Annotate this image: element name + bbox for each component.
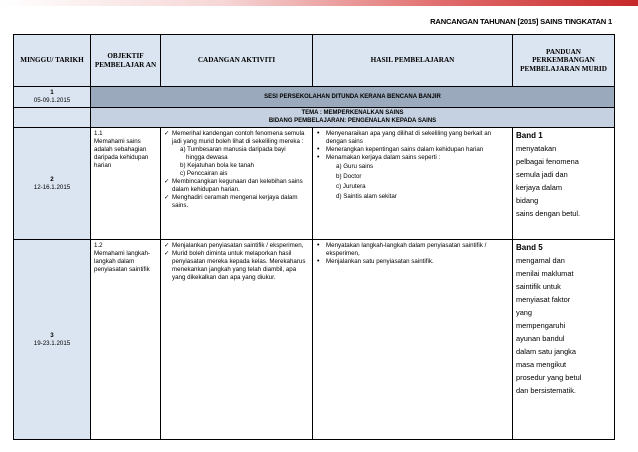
sub-item: a) Guru sains bbox=[336, 163, 374, 170]
band-line: menyiasat faktor bbox=[516, 295, 571, 304]
table-row bbox=[14, 240, 615, 440]
objective-code: 1.2 bbox=[94, 242, 103, 249]
week-number: 1 bbox=[50, 89, 54, 96]
week-cell-blank bbox=[14, 108, 91, 128]
outcome-cell bbox=[313, 128, 513, 240]
list-item: • Menerangkan kepentingan sains dalam kehidupan harian bbox=[316, 146, 509, 154]
learning-area: BIDANG PEMBELAJARAN: PENGENALAN KEPADA SAINS bbox=[268, 117, 437, 124]
list-item: • Menjalankan satu penyiasatan saintifik. bbox=[316, 258, 509, 266]
objective-cell bbox=[91, 240, 161, 440]
list-item: ✓ Menghadiri ceramah mengenai kerjaya dalam sains. bbox=[164, 194, 309, 210]
week-date: 12-16.1.2015 bbox=[33, 183, 71, 191]
band-line: saintifik untuk bbox=[516, 282, 561, 291]
list-item: • Menyatakan langkah-langkah dalam penyiasatan saintifik / eksperimen, bbox=[316, 242, 509, 258]
objective-text: Memahami sains adalah sebahagian daripada kehidupan harian bbox=[94, 138, 149, 169]
header-row bbox=[14, 35, 615, 87]
header-outcome: HASIL PEMBELAJARAN bbox=[313, 35, 513, 87]
list-item: • Menyenaraikan apa yang dilihat di sekeliling yang berkait an dengan sains bbox=[316, 130, 509, 146]
list-item: ✓ Menjalankan penyiasatan saintifik / eksperimen, bbox=[164, 242, 309, 250]
band-line: bidang bbox=[516, 196, 539, 205]
sub-item: b) Doctor bbox=[336, 173, 362, 180]
header-guide: PANDUAN PERKEMBANGAN PEMBELAJARAN MURID bbox=[513, 35, 615, 87]
week-cell-2 bbox=[14, 128, 91, 240]
band-line: pelbagai fenomena bbox=[516, 157, 579, 166]
sub-item: c) Jurutera bbox=[336, 183, 366, 190]
table-row bbox=[14, 87, 615, 108]
theme-banner bbox=[91, 108, 615, 128]
band-title: Band 5 bbox=[516, 243, 543, 252]
band-line: dalam satu jangka bbox=[516, 347, 576, 356]
objective-cell bbox=[91, 128, 161, 240]
header-activity: CADANGAN AKTIVITI bbox=[161, 35, 313, 87]
header-week: MINGGU/ TARIKH bbox=[14, 35, 91, 87]
band-line: semula jadi dan bbox=[516, 170, 568, 179]
sub-item: hingga dewasa bbox=[186, 154, 228, 161]
week-date: 05-09.1.2015 bbox=[33, 97, 71, 104]
band-title: Band 1 bbox=[516, 131, 543, 140]
table-row bbox=[14, 108, 615, 128]
guide-cell bbox=[513, 128, 615, 240]
week-cell-1 bbox=[14, 87, 91, 108]
band-line: kerjaya dalam bbox=[516, 183, 563, 192]
activity-cell bbox=[161, 128, 313, 240]
table-row bbox=[14, 128, 615, 240]
activity-cell bbox=[161, 240, 313, 440]
yearly-plan-table bbox=[13, 34, 615, 440]
document-title: RANCANGAN TAHUNAN [2015] SAINS TINGKATAN 1 bbox=[430, 17, 612, 26]
band-line: dan bersistematik. bbox=[516, 386, 576, 395]
week-number: 3 bbox=[50, 331, 54, 339]
week-date: 19-23.1.2015 bbox=[33, 339, 71, 347]
guide-cell bbox=[513, 240, 615, 440]
flood-banner: SESI PERSEKOLAHAN DITUNDA KERANA BENCANA BANJIR bbox=[91, 87, 615, 108]
sub-item: b) Kejatuhan bola ke tanah bbox=[180, 162, 254, 169]
week-number: 2 bbox=[50, 175, 54, 183]
band-line: mengamal dan bbox=[516, 256, 565, 265]
objective-code: 1.1 bbox=[94, 130, 103, 137]
outcome-cell bbox=[313, 240, 513, 440]
band-line: ayunan bandul bbox=[516, 334, 565, 343]
header-objective: OBJEKTIF PEMBELAJAR AN bbox=[91, 35, 161, 87]
band-line: yang bbox=[516, 308, 533, 317]
list-item: ✓ Murid boleh diminta untuk melaporkan hasil penyiasatan mereka kepada kelas. Merekaharus menekankan jangkah yang telah diambil, apa yang dikekalkan dan apa yang diukur. bbox=[164, 250, 309, 282]
theme-title: TEMA : MEMPERKENALKAN SAINS bbox=[301, 110, 404, 116]
list-item: ✓ Memerihal kandengan contoh fenomena semula jadi yang murid boleh lihat di sekeliling mereka : a) Tumbesaran manusia daripada bayi hingga dewasa b) Kejatuhan bola ke tanah c) Penccairan ais bbox=[164, 130, 309, 178]
sub-item: d) Saintis alam sekitar bbox=[336, 193, 397, 200]
band-line: sains dengan betul. bbox=[516, 209, 581, 218]
objective-text: Memahami langkah-langkah dalam penyiasatan saintifik bbox=[94, 250, 151, 273]
band-line: menilai maklumat bbox=[516, 269, 574, 278]
week-cell-3 bbox=[14, 240, 91, 440]
band-line: prosedur yang betul bbox=[516, 373, 582, 382]
band-line: menyatakan bbox=[516, 144, 557, 153]
sub-item: c) Penccairan ais bbox=[180, 170, 228, 177]
top-accent-bar bbox=[0, 0, 638, 6]
band-line: mempengaruhi bbox=[516, 321, 566, 330]
list-item: ✓ Membincangkan kegunaan dan kelebihan sains dalam kehidupan harian. bbox=[164, 178, 309, 194]
list-item: • Menamakan kerjaya dalam sains seperti : a) Guru sains b) Doctor c) Jurutera d) Saintis alam sekitar bbox=[316, 154, 509, 202]
band-line: masa mengikut bbox=[516, 360, 567, 369]
sub-item: a) Tumbesaran manusia daripada bayi bbox=[180, 146, 286, 153]
